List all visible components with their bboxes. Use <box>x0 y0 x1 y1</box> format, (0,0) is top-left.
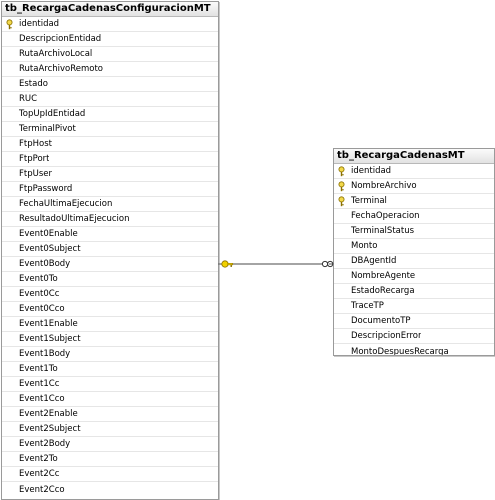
column-name: identidad <box>19 19 60 29</box>
column-name: RutaArchivoRemoto <box>19 64 103 74</box>
column-name: NombreArchivo <box>351 181 417 191</box>
column-name: DocumentoTP <box>351 316 411 326</box>
key-icon <box>222 261 233 267</box>
column-name: Event2Cco <box>19 484 65 495</box>
column-name: Event0Subject <box>19 244 81 254</box>
column-name: FtpHost <box>19 139 52 149</box>
column-name: FtpPort <box>19 154 50 164</box>
column-name: Terminal <box>351 196 387 206</box>
column-name: Event1Cco <box>19 394 65 404</box>
column-name: NombreAgente <box>351 271 416 281</box>
column-name: Event1Subject <box>19 334 81 344</box>
column-name: Event0Cc <box>19 289 60 299</box>
column-name: Event2Cc <box>19 469 60 479</box>
column-name: Event2To <box>19 454 58 464</box>
column-name: MontoDespuesRecarga <box>351 346 449 356</box>
column-name: FtpPassword <box>19 184 73 194</box>
column-name: DescripcionError <box>351 331 422 341</box>
column-name: Event0Enable <box>19 229 78 239</box>
column-name: Event0Cco <box>19 304 65 314</box>
column-name: Event2Body <box>19 439 71 449</box>
table-title[interactable]: tb_RecargaCadenasMT <box>334 149 494 164</box>
column-name: TopUpIdEntidad <box>19 109 86 119</box>
column-name: TraceTP <box>351 301 384 311</box>
column-name: FechaOperacion <box>351 211 420 221</box>
column-name: Event1Cc <box>19 379 60 389</box>
column-name: Event0To <box>19 274 58 284</box>
column-name: Estado <box>19 79 48 89</box>
column-name: Event2Enable <box>19 409 78 419</box>
column-name: Event0Body <box>19 259 71 269</box>
column-name: Event1Body <box>19 349 71 359</box>
column-name: TerminalStatus <box>351 226 415 236</box>
column-name: ResultadoUltimaEjecucion <box>19 214 130 224</box>
column-name: DescripcionEntidad <box>19 34 102 44</box>
column-name: TerminalPivot <box>19 124 76 134</box>
column-name: FtpUser <box>19 169 52 179</box>
column-name: identidad <box>351 166 392 176</box>
column-name: RUC <box>19 94 38 104</box>
column-name: DBAgentId <box>351 256 397 266</box>
column-name: RutaArchivoLocal <box>19 49 93 59</box>
column-name: Monto <box>351 241 378 251</box>
column-name: Event1To <box>19 364 58 374</box>
column-name: Event1Enable <box>19 319 78 329</box>
table-title[interactable]: tb_RecargaCadenasConfiguracionMT <box>2 2 218 17</box>
column-name: EstadoRecarga <box>351 286 415 296</box>
column-name: Event2Subject <box>19 424 81 434</box>
column-name: FechaUltimaEjecucion <box>19 199 113 209</box>
